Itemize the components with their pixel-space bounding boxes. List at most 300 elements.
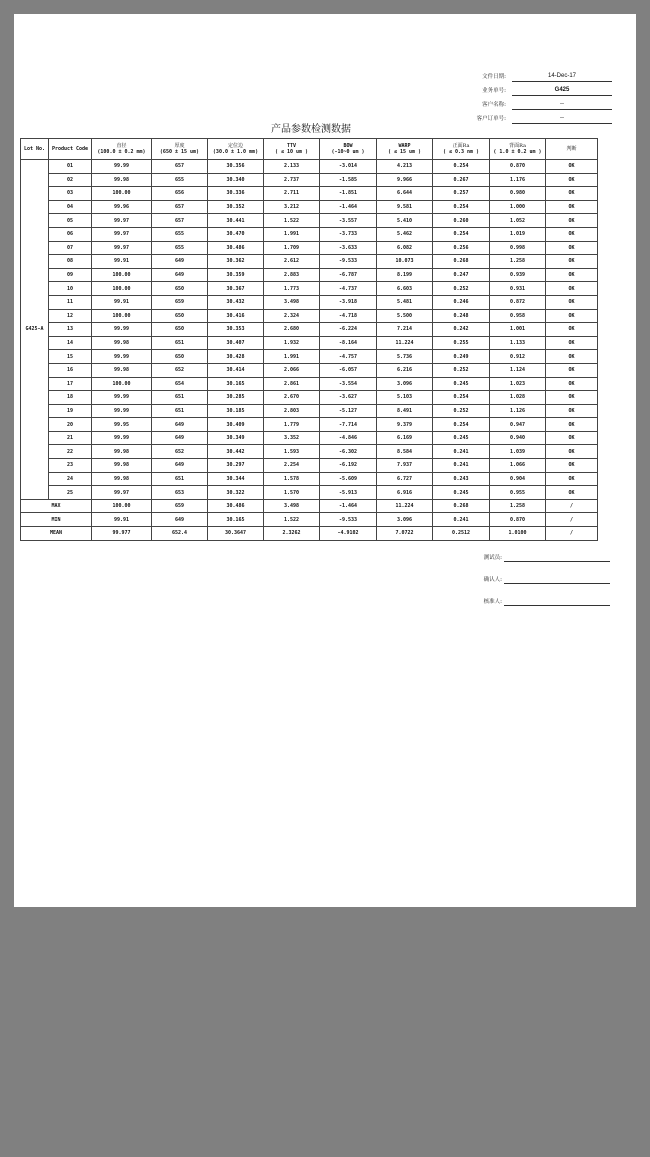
table-cell: 656 <box>152 187 208 201</box>
header-field-row <box>450 110 612 124</box>
table-cell: 15 <box>49 350 92 364</box>
table-cell: 100.00 <box>92 187 152 201</box>
table-cell: 651 <box>152 472 208 486</box>
table-cell: 3.212 <box>264 200 320 214</box>
column-header-zh: 定位边 <box>227 143 243 149</box>
table-cell: 100.00 <box>92 282 152 296</box>
table-cell: 30.409 <box>208 418 264 432</box>
table-cell: 2.612 <box>264 255 320 269</box>
table-cell: 0.268 <box>433 255 490 269</box>
column-header-label: TTV <box>286 143 297 149</box>
table-row <box>21 418 598 432</box>
table-cell: 3.096 <box>377 377 433 391</box>
summary-cell: 100.00 <box>92 499 152 513</box>
table-cell: 0.998 <box>490 241 546 255</box>
table-cell: 99.98 <box>92 472 152 486</box>
table-cell: 1.258 <box>490 255 546 269</box>
column-header <box>320 139 377 160</box>
table-cell: 99.98 <box>92 363 152 377</box>
table-cell: -3.918 <box>320 295 377 309</box>
signature-line[interactable] <box>504 553 610 562</box>
table-cell: 100.00 <box>92 377 152 391</box>
table-cell: OK <box>546 227 598 241</box>
summary-cell: 1.0100 <box>490 527 546 541</box>
table-cell: 5.736 <box>377 350 433 364</box>
table-cell: 0.252 <box>433 282 490 296</box>
table-cell: -5.127 <box>320 404 377 418</box>
table-cell: 06 <box>49 227 92 241</box>
table-cell: 1.773 <box>264 282 320 296</box>
table-cell: 657 <box>152 160 208 174</box>
inspection-data-table <box>20 138 598 541</box>
table-row <box>21 187 598 201</box>
signature-label: 测试员: <box>483 555 502 561</box>
table-cell: 649 <box>152 255 208 269</box>
table-cell: 659 <box>152 295 208 309</box>
table-cell: 30.185 <box>208 404 264 418</box>
table-cell: 2.803 <box>264 404 320 418</box>
table-cell: OK <box>546 404 598 418</box>
table-cell: OK <box>546 187 598 201</box>
table-cell: 99.91 <box>92 255 152 269</box>
table-cell: 0.256 <box>433 241 490 255</box>
column-header <box>21 139 49 160</box>
table-cell: 0.247 <box>433 268 490 282</box>
table-cell: 651 <box>152 404 208 418</box>
table-cell: OK <box>546 431 598 445</box>
column-header-zh: 判断 <box>566 146 577 152</box>
summary-cell: 2.3262 <box>264 527 320 541</box>
table-row <box>21 431 598 445</box>
table-cell: 8.491 <box>377 404 433 418</box>
column-header-label: WARP <box>398 143 411 149</box>
table-cell: 9.966 <box>377 173 433 187</box>
table-cell: 99.96 <box>92 200 152 214</box>
table-cell: -6.787 <box>320 268 377 282</box>
table-cell: 657 <box>152 214 208 228</box>
table-cell: 30.359 <box>208 268 264 282</box>
table-cell: 30.344 <box>208 472 264 486</box>
table-cell: 0.246 <box>433 295 490 309</box>
summary-cell: 0.268 <box>433 499 490 513</box>
table-cell: 23 <box>49 459 92 473</box>
table-cell: -1.464 <box>320 200 377 214</box>
document-title: 产品参数检测数据 <box>271 124 351 135</box>
table-cell: 9.379 <box>377 418 433 432</box>
table-cell: OK <box>546 486 598 500</box>
table-cell: 30.336 <box>208 187 264 201</box>
header-field-row <box>450 96 612 110</box>
summary-cell: 0.870 <box>490 513 546 527</box>
summary-cell: 1.258 <box>490 499 546 513</box>
table-cell: 6.603 <box>377 282 433 296</box>
table-cell: 1.176 <box>490 173 546 187</box>
table-cell: 30.353 <box>208 323 264 337</box>
table-cell: 08 <box>49 255 92 269</box>
table-cell: 0.241 <box>433 445 490 459</box>
table-cell: 6.916 <box>377 486 433 500</box>
summary-cell: 1.522 <box>264 513 320 527</box>
table-cell: 1.593 <box>264 445 320 459</box>
column-header-spec: (30.0 ± 1.0 mm) <box>212 149 259 155</box>
table-cell: OK <box>546 295 598 309</box>
table-cell: -3.633 <box>320 241 377 255</box>
table-cell: -4.737 <box>320 282 377 296</box>
header-field-label: 客户订单号: <box>476 116 506 122</box>
table-cell: 0.254 <box>433 200 490 214</box>
table-cell: OK <box>546 282 598 296</box>
table-cell: OK <box>546 472 598 486</box>
table-cell: 0.245 <box>433 431 490 445</box>
column-header-zh: 厚度 <box>174 143 185 149</box>
table-cell: -3.733 <box>320 227 377 241</box>
column-header-spec: (100.0 ± 0.2 mm) <box>97 149 146 155</box>
table-header-row <box>21 139 598 160</box>
column-header-zh: 背面Ra <box>509 143 526 149</box>
signature-row <box>460 540 610 562</box>
table-cell: 21 <box>49 431 92 445</box>
table-cell: 30.362 <box>208 255 264 269</box>
table-cell: 20 <box>49 418 92 432</box>
table-cell: 650 <box>152 350 208 364</box>
table-cell: 1.133 <box>490 336 546 350</box>
table-cell: 0.939 <box>490 268 546 282</box>
table-cell: 2.324 <box>264 309 320 323</box>
table-cell: 99.97 <box>92 486 152 500</box>
table-cell: 05 <box>49 214 92 228</box>
column-header <box>377 139 433 160</box>
table-cell: -1.851 <box>320 187 377 201</box>
table-cell: 0.242 <box>433 323 490 337</box>
summary-label: MIN <box>21 513 92 527</box>
table-cell: -6.302 <box>320 445 377 459</box>
table-row <box>21 472 598 486</box>
signature-line[interactable] <box>504 597 610 606</box>
table-cell: 99.98 <box>92 445 152 459</box>
table-cell: 99.97 <box>92 214 152 228</box>
table-cell: 0.254 <box>433 418 490 432</box>
table-row <box>21 323 598 337</box>
summary-label: MEAN <box>21 527 92 541</box>
table-cell: 01 <box>49 160 92 174</box>
signature-row <box>460 562 610 584</box>
table-cell: 100.00 <box>92 268 152 282</box>
table-cell: OK <box>546 418 598 432</box>
table-row <box>21 404 598 418</box>
table-row <box>21 309 598 323</box>
summary-row <box>21 527 598 541</box>
table-cell: -3.554 <box>320 377 377 391</box>
table-row <box>21 459 598 473</box>
column-header <box>490 139 546 160</box>
table-cell: 0.254 <box>433 391 490 405</box>
summary-cell: 0.241 <box>433 513 490 527</box>
table-cell: 13 <box>49 323 92 337</box>
table-cell: 0.252 <box>433 363 490 377</box>
column-header-spec: ( ≤ 0.3 nm ) <box>442 149 480 155</box>
table-cell: 99.95 <box>92 418 152 432</box>
summary-cell: 30.486 <box>208 499 264 513</box>
table-cell: 0.940 <box>490 431 546 445</box>
table-cell: -4.846 <box>320 431 377 445</box>
table-row <box>21 486 598 500</box>
table-row <box>21 227 598 241</box>
table-cell: 14 <box>49 336 92 350</box>
table-cell: 0.254 <box>433 227 490 241</box>
column-header-spec: (-10~0 um ) <box>331 149 365 155</box>
table-cell: 2.133 <box>264 160 320 174</box>
summary-row <box>21 513 598 527</box>
table-cell: 30.352 <box>208 200 264 214</box>
table-cell: -7.714 <box>320 418 377 432</box>
table-cell: 1.039 <box>490 445 546 459</box>
summary-cell: 7.0722 <box>377 527 433 541</box>
table-cell: 0.958 <box>490 309 546 323</box>
table-cell: 5.500 <box>377 309 433 323</box>
table-cell: -4.757 <box>320 350 377 364</box>
summary-cell: / <box>546 527 598 541</box>
table-cell: 99.97 <box>92 241 152 255</box>
table-cell: 1.991 <box>264 350 320 364</box>
table-cell: 07 <box>49 241 92 255</box>
table-row <box>21 336 598 350</box>
table-cell: OK <box>546 336 598 350</box>
table-cell: 30.165 <box>208 377 264 391</box>
table-cell: 1.066 <box>490 459 546 473</box>
table-cell: -8.164 <box>320 336 377 350</box>
table-cell: 5.462 <box>377 227 433 241</box>
header-field-value: G425 <box>512 86 612 96</box>
table-cell: 649 <box>152 431 208 445</box>
table-cell: 2.861 <box>264 377 320 391</box>
column-header-spec: ( 1.0 ± 0.2 um ) <box>493 149 542 155</box>
table-cell: 1.709 <box>264 241 320 255</box>
table-cell: 99.99 <box>92 431 152 445</box>
signature-label: 核准人: <box>483 599 502 605</box>
summary-cell: 99.977 <box>92 527 152 541</box>
table-cell: 1.052 <box>490 214 546 228</box>
table-cell: 1.578 <box>264 472 320 486</box>
column-header-label: Lot No. <box>23 146 46 152</box>
table-row <box>21 268 598 282</box>
table-cell: 0.980 <box>490 187 546 201</box>
table-cell: OK <box>546 391 598 405</box>
signature-label: 确认人: <box>483 577 502 583</box>
table-cell: 02 <box>49 173 92 187</box>
table-cell: 655 <box>152 173 208 187</box>
table-cell: 649 <box>152 418 208 432</box>
table-row <box>21 173 598 187</box>
table-cell: 653 <box>152 486 208 500</box>
table-row <box>21 295 598 309</box>
table-cell: 654 <box>152 377 208 391</box>
table-cell: 1.932 <box>264 336 320 350</box>
table-cell: 6.082 <box>377 241 433 255</box>
table-cell: 11 <box>49 295 92 309</box>
signature-block <box>460 540 610 606</box>
table-cell: 5.103 <box>377 391 433 405</box>
summary-cell: / <box>546 499 598 513</box>
table-cell: -4.718 <box>320 309 377 323</box>
header-field-label: 客户名称: <box>482 102 506 108</box>
table-cell: OK <box>546 459 598 473</box>
table-cell: 650 <box>152 309 208 323</box>
table-cell: 2.066 <box>264 363 320 377</box>
table-cell: 1.991 <box>264 227 320 241</box>
table-body <box>21 160 598 541</box>
signature-line[interactable] <box>504 575 610 584</box>
table-cell: OK <box>546 323 598 337</box>
table-cell: 651 <box>152 336 208 350</box>
table-cell: 99.99 <box>92 404 152 418</box>
table-cell: 6.169 <box>377 431 433 445</box>
table-cell: 5.410 <box>377 214 433 228</box>
summary-row <box>21 499 598 513</box>
column-header <box>264 139 320 160</box>
table-cell: 10 <box>49 282 92 296</box>
table-cell: 99.99 <box>92 391 152 405</box>
table-cell: 22 <box>49 445 92 459</box>
column-header-label: Product Code <box>51 146 89 152</box>
table-cell: 2.737 <box>264 173 320 187</box>
summary-cell: -9.533 <box>320 513 377 527</box>
summary-cell: 99.91 <box>92 513 152 527</box>
table-cell: 30.407 <box>208 336 264 350</box>
header-field-value: 14-Dec-17 <box>512 72 612 82</box>
table-cell: 1.779 <box>264 418 320 432</box>
summary-cell: 0.2512 <box>433 527 490 541</box>
table-row <box>21 160 598 174</box>
column-header-zh: 正面Ra <box>452 143 470 149</box>
table-cell: 1.001 <box>490 323 546 337</box>
table-cell: OK <box>546 255 598 269</box>
summary-cell: 30.3647 <box>208 527 264 541</box>
header-field-value: -- <box>512 100 612 110</box>
table-cell: 99.99 <box>92 160 152 174</box>
table-cell: -6.057 <box>320 363 377 377</box>
table-cell: 0.947 <box>490 418 546 432</box>
table-cell: 03 <box>49 187 92 201</box>
header-field-label: 文件日期: <box>482 74 506 80</box>
table-cell: 1.522 <box>264 214 320 228</box>
table-row <box>21 350 598 364</box>
table-row <box>21 363 598 377</box>
table-cell: 100.00 <box>92 309 152 323</box>
table-cell: 1.124 <box>490 363 546 377</box>
table-cell: 9.581 <box>377 200 433 214</box>
column-header <box>152 139 208 160</box>
signature-row <box>460 584 610 606</box>
table-cell: 0.255 <box>433 336 490 350</box>
table-cell: 16 <box>49 363 92 377</box>
table-cell: 19 <box>49 404 92 418</box>
table-cell: 30.285 <box>208 391 264 405</box>
table-row <box>21 241 598 255</box>
table-cell: OK <box>546 214 598 228</box>
header-field-row <box>450 68 612 82</box>
table-cell: 0.912 <box>490 350 546 364</box>
column-header <box>546 139 598 160</box>
table-cell: 12 <box>49 309 92 323</box>
table-cell: 0.904 <box>490 472 546 486</box>
table-cell: 11.224 <box>377 336 433 350</box>
table-cell: -3.627 <box>320 391 377 405</box>
table-cell: 99.97 <box>92 227 152 241</box>
table-cell: 650 <box>152 282 208 296</box>
table-cell: 7.937 <box>377 459 433 473</box>
table-cell: 3.352 <box>264 431 320 445</box>
table-cell: 10.073 <box>377 255 433 269</box>
table-row <box>21 445 598 459</box>
table-cell: OK <box>546 200 598 214</box>
summary-cell: 3.498 <box>264 499 320 513</box>
table-cell: 99.99 <box>92 350 152 364</box>
table-row <box>21 214 598 228</box>
table-cell: 5.481 <box>377 295 433 309</box>
table-cell: 30.416 <box>208 309 264 323</box>
table-row <box>21 200 598 214</box>
table-cell: 0.872 <box>490 295 546 309</box>
summary-cell: 30.165 <box>208 513 264 527</box>
table-cell: 30.349 <box>208 431 264 445</box>
table-cell: 0.252 <box>433 404 490 418</box>
table-cell: 99.98 <box>92 173 152 187</box>
table-cell: 652 <box>152 445 208 459</box>
table-cell: 649 <box>152 268 208 282</box>
table-cell: 30.297 <box>208 459 264 473</box>
table-cell: 650 <box>152 323 208 337</box>
table-cell: 7.214 <box>377 323 433 337</box>
table-cell: OK <box>546 377 598 391</box>
table-cell: 0.245 <box>433 486 490 500</box>
column-header-spec: ( ≤ 15 um ) <box>387 149 422 155</box>
table-cell: OK <box>546 445 598 459</box>
table-cell: -5.913 <box>320 486 377 500</box>
table-cell: 18 <box>49 391 92 405</box>
table-cell: 17 <box>49 377 92 391</box>
table-cell: 04 <box>49 200 92 214</box>
table-cell: 652 <box>152 363 208 377</box>
table-cell: 0.931 <box>490 282 546 296</box>
table-cell: 09 <box>49 268 92 282</box>
table-cell: 8.584 <box>377 445 433 459</box>
table-cell: 655 <box>152 241 208 255</box>
document-header-fields <box>450 68 612 124</box>
column-header <box>208 139 264 160</box>
table-cell: 30.356 <box>208 160 264 174</box>
table-row <box>21 255 598 269</box>
table-cell: -3.557 <box>320 214 377 228</box>
lot-number-cell: G425-A <box>21 160 49 500</box>
table-cell: 1.570 <box>264 486 320 500</box>
table-cell: OK <box>546 173 598 187</box>
table-cell: OK <box>546 241 598 255</box>
column-header <box>49 139 92 160</box>
table-cell: 1.000 <box>490 200 546 214</box>
table-cell: 0.249 <box>433 350 490 364</box>
table-cell: 99.99 <box>92 323 152 337</box>
table-cell: 649 <box>152 459 208 473</box>
table-cell: -1.585 <box>320 173 377 187</box>
table-cell: 99.91 <box>92 295 152 309</box>
table-cell: -5.609 <box>320 472 377 486</box>
table-cell: 2.670 <box>264 391 320 405</box>
table-cell: 0.243 <box>433 472 490 486</box>
table-cell: 0.248 <box>433 309 490 323</box>
table-row <box>21 282 598 296</box>
table-cell: 1.126 <box>490 404 546 418</box>
table-cell: 30.486 <box>208 241 264 255</box>
